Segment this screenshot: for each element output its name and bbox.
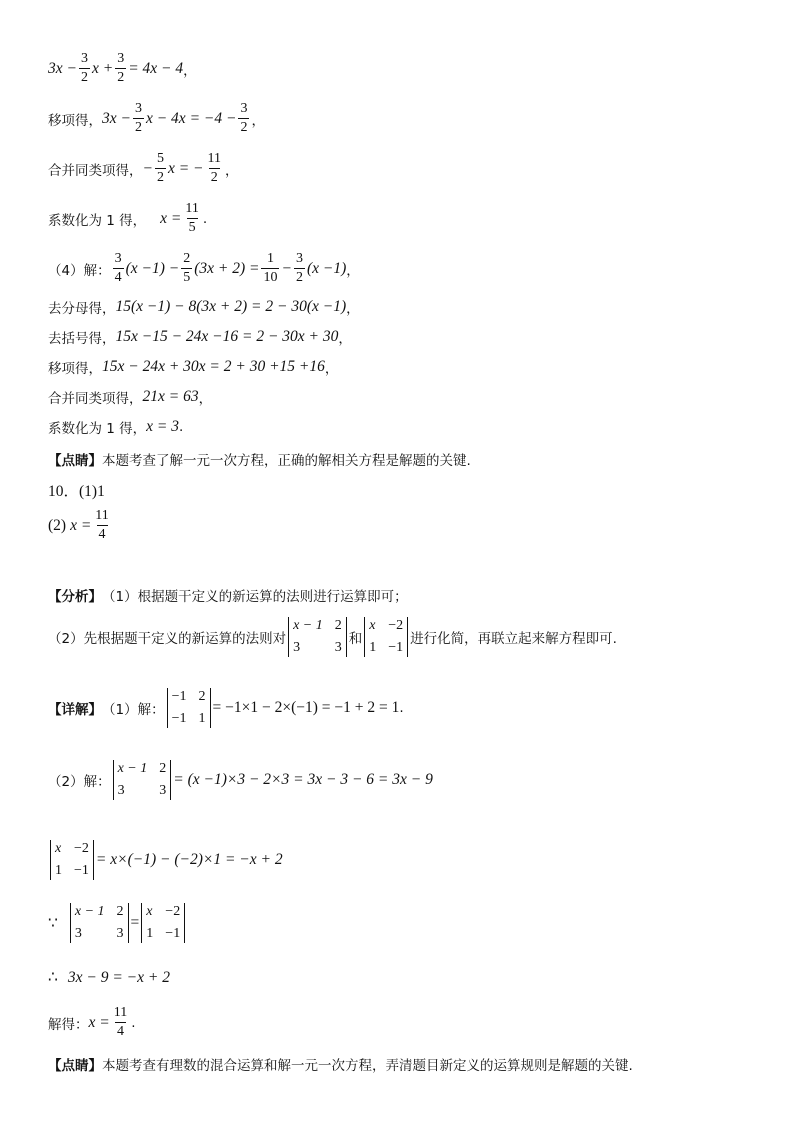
step-label: 合并同类项得， xyxy=(48,162,143,179)
section-tag: 【点睛】 xyxy=(48,1058,102,1074)
fraction: $\frac{3}{2}$ xyxy=(134,101,142,135)
note-line-1: 【点睛】 本题考查了解一元一次方程，正确的解相关方程是解题的关键. xyxy=(48,449,471,469)
eq-line-7: 去括号得， 15x −15 − 24x −16 = 2 − 30x + 30 ， xyxy=(48,328,352,347)
step-label: 移项得， xyxy=(48,112,102,129)
step-label: （4）解： xyxy=(48,262,111,279)
eq-line-2: 移项得， 3x − $\frac{3}{2}$ x − 4x = −4 − $\frac{3}{2}$ ， xyxy=(48,101,265,135)
fraction: $\frac{3}{4}$ xyxy=(114,251,122,285)
eq-line-3: 合并同类项得， − $\frac{5}{2}$ x = − $\frac{11}{2}$ ， xyxy=(48,151,239,185)
question-number: 10．(1)1 xyxy=(48,483,105,500)
because-line: ∵ x − 1 2 3 3 = x −2 1 −1 xyxy=(48,903,187,943)
eq-line-4: 系数化为 1 得， x = $\frac{11}{5}$ . xyxy=(48,201,208,235)
eq-text: 3x − xyxy=(48,59,77,77)
determinant: x −2 1 −1 xyxy=(364,617,408,657)
step-label: 合并同类项得， xyxy=(48,391,143,407)
eq-text: = 4x − 4 xyxy=(128,59,184,77)
because-symbol: ∵ xyxy=(48,914,58,932)
answer-line-2: (2) x = $\frac{11}{4}$ xyxy=(48,508,109,542)
determinant: x −2 1 −1 xyxy=(50,840,94,880)
fraction: $\frac{2}{5}$ xyxy=(183,251,191,285)
determinant: x − 1 2 3 3 xyxy=(113,760,172,800)
eq-line-8: 移项得， 15x − 24x + 30x = 2 + 30 +15 +16 ， xyxy=(48,358,339,377)
fraction: $\frac{5}{2}$ xyxy=(156,151,164,185)
fraction: $\frac{3}{2}$ xyxy=(80,51,88,85)
step-label: 系数化为 1 得， xyxy=(48,212,147,229)
fraction: $\frac{11}{2}$ xyxy=(207,151,222,185)
note-line-2: 【点睛】 本题考查有理数的混合运算和解一元一次方程，弄清题目新定义的运算规则是解题的关键. xyxy=(48,1054,633,1074)
eq-line-10: 系数化为 1 得， x = 3 . xyxy=(48,418,184,437)
eq-line-9: 合并同类项得， 21x = 63 ， xyxy=(48,388,213,407)
solution-line-3: x −2 1 −1 = x×(−1) − (−2)×1 = −x + 2 xyxy=(48,840,283,880)
solution-line-1: 【详解】 （1）解： −1 2 −1 1 = −1×1 − 2×(−1) = −1 + 2 = 1 . xyxy=(48,689,404,726)
step-label: 解得： xyxy=(48,1016,89,1033)
fraction: $\frac{1}{10}$ xyxy=(263,251,278,285)
step-label: 去分母得， xyxy=(48,301,116,317)
eq-line-6: 去分母得， 15(x −1) − 8(3x + 2) = 2 − 30(x −1) ， xyxy=(48,298,360,317)
eq-line-5: （4）解： $\frac{3}{4}$ (x −1) − $\frac{2}{5}$ (3x + 2) = $\frac{1}{10}$ − $\frac{3}{2}$ (x −1) ， xyxy=(48,251,360,285)
determinant: −1 2 −1 1 xyxy=(167,688,211,728)
therefore-line: ∴ 3x − 9 = −x + 2 xyxy=(48,968,170,986)
step-label: 系数化为 1 得， xyxy=(48,421,147,437)
analysis-line-1: 【分析】 （1）根据题干定义的新运算的法则进行运算即可； xyxy=(48,585,408,605)
therefore-symbol: ∴ xyxy=(48,969,58,986)
fraction: $\frac{3}{2}$ xyxy=(295,251,303,285)
eq-line-1: 3x − $\frac{3}{2}$ x + $\frac{3}{2}$ = 4x − 4 ， xyxy=(48,51,197,85)
eq-text: x + xyxy=(91,59,114,77)
determinant: x − 1 2 3 3 xyxy=(288,617,347,657)
fraction: $\frac{11}{4}$ xyxy=(113,1005,128,1039)
solution-line-2: （2）解： x − 1 2 3 3 = (x −1)×3 − 2×3 = 3x − 3 − 6 = 3x − 9 xyxy=(48,761,433,798)
fraction: $\frac{11}{4}$ xyxy=(95,508,109,542)
section-tag: 【分析】 xyxy=(48,589,102,605)
fraction: $\frac{11}{5}$ xyxy=(185,201,199,235)
step-label: 移项得， xyxy=(48,361,102,377)
fraction: $\frac{3}{2}$ xyxy=(240,101,248,135)
section-tag: 【点睛】 xyxy=(48,453,102,469)
result-line: 解得： x = $\frac{11}{4}$ . xyxy=(48,1005,136,1039)
determinant: x −2 1 −1 xyxy=(141,903,185,943)
section-tag: 【详解】 xyxy=(48,702,102,718)
determinant: x − 1 2 3 3 xyxy=(70,903,129,943)
analysis-line-2: （2）先根据题干定义的新运算的法则对 x − 1 2 3 3 和 x −2 1 −1 进行化简，再联立起来解方程即可. xyxy=(48,618,617,655)
step-label: 去括号得， xyxy=(48,331,116,347)
fraction: $\frac{3}{2}$ xyxy=(117,51,125,85)
